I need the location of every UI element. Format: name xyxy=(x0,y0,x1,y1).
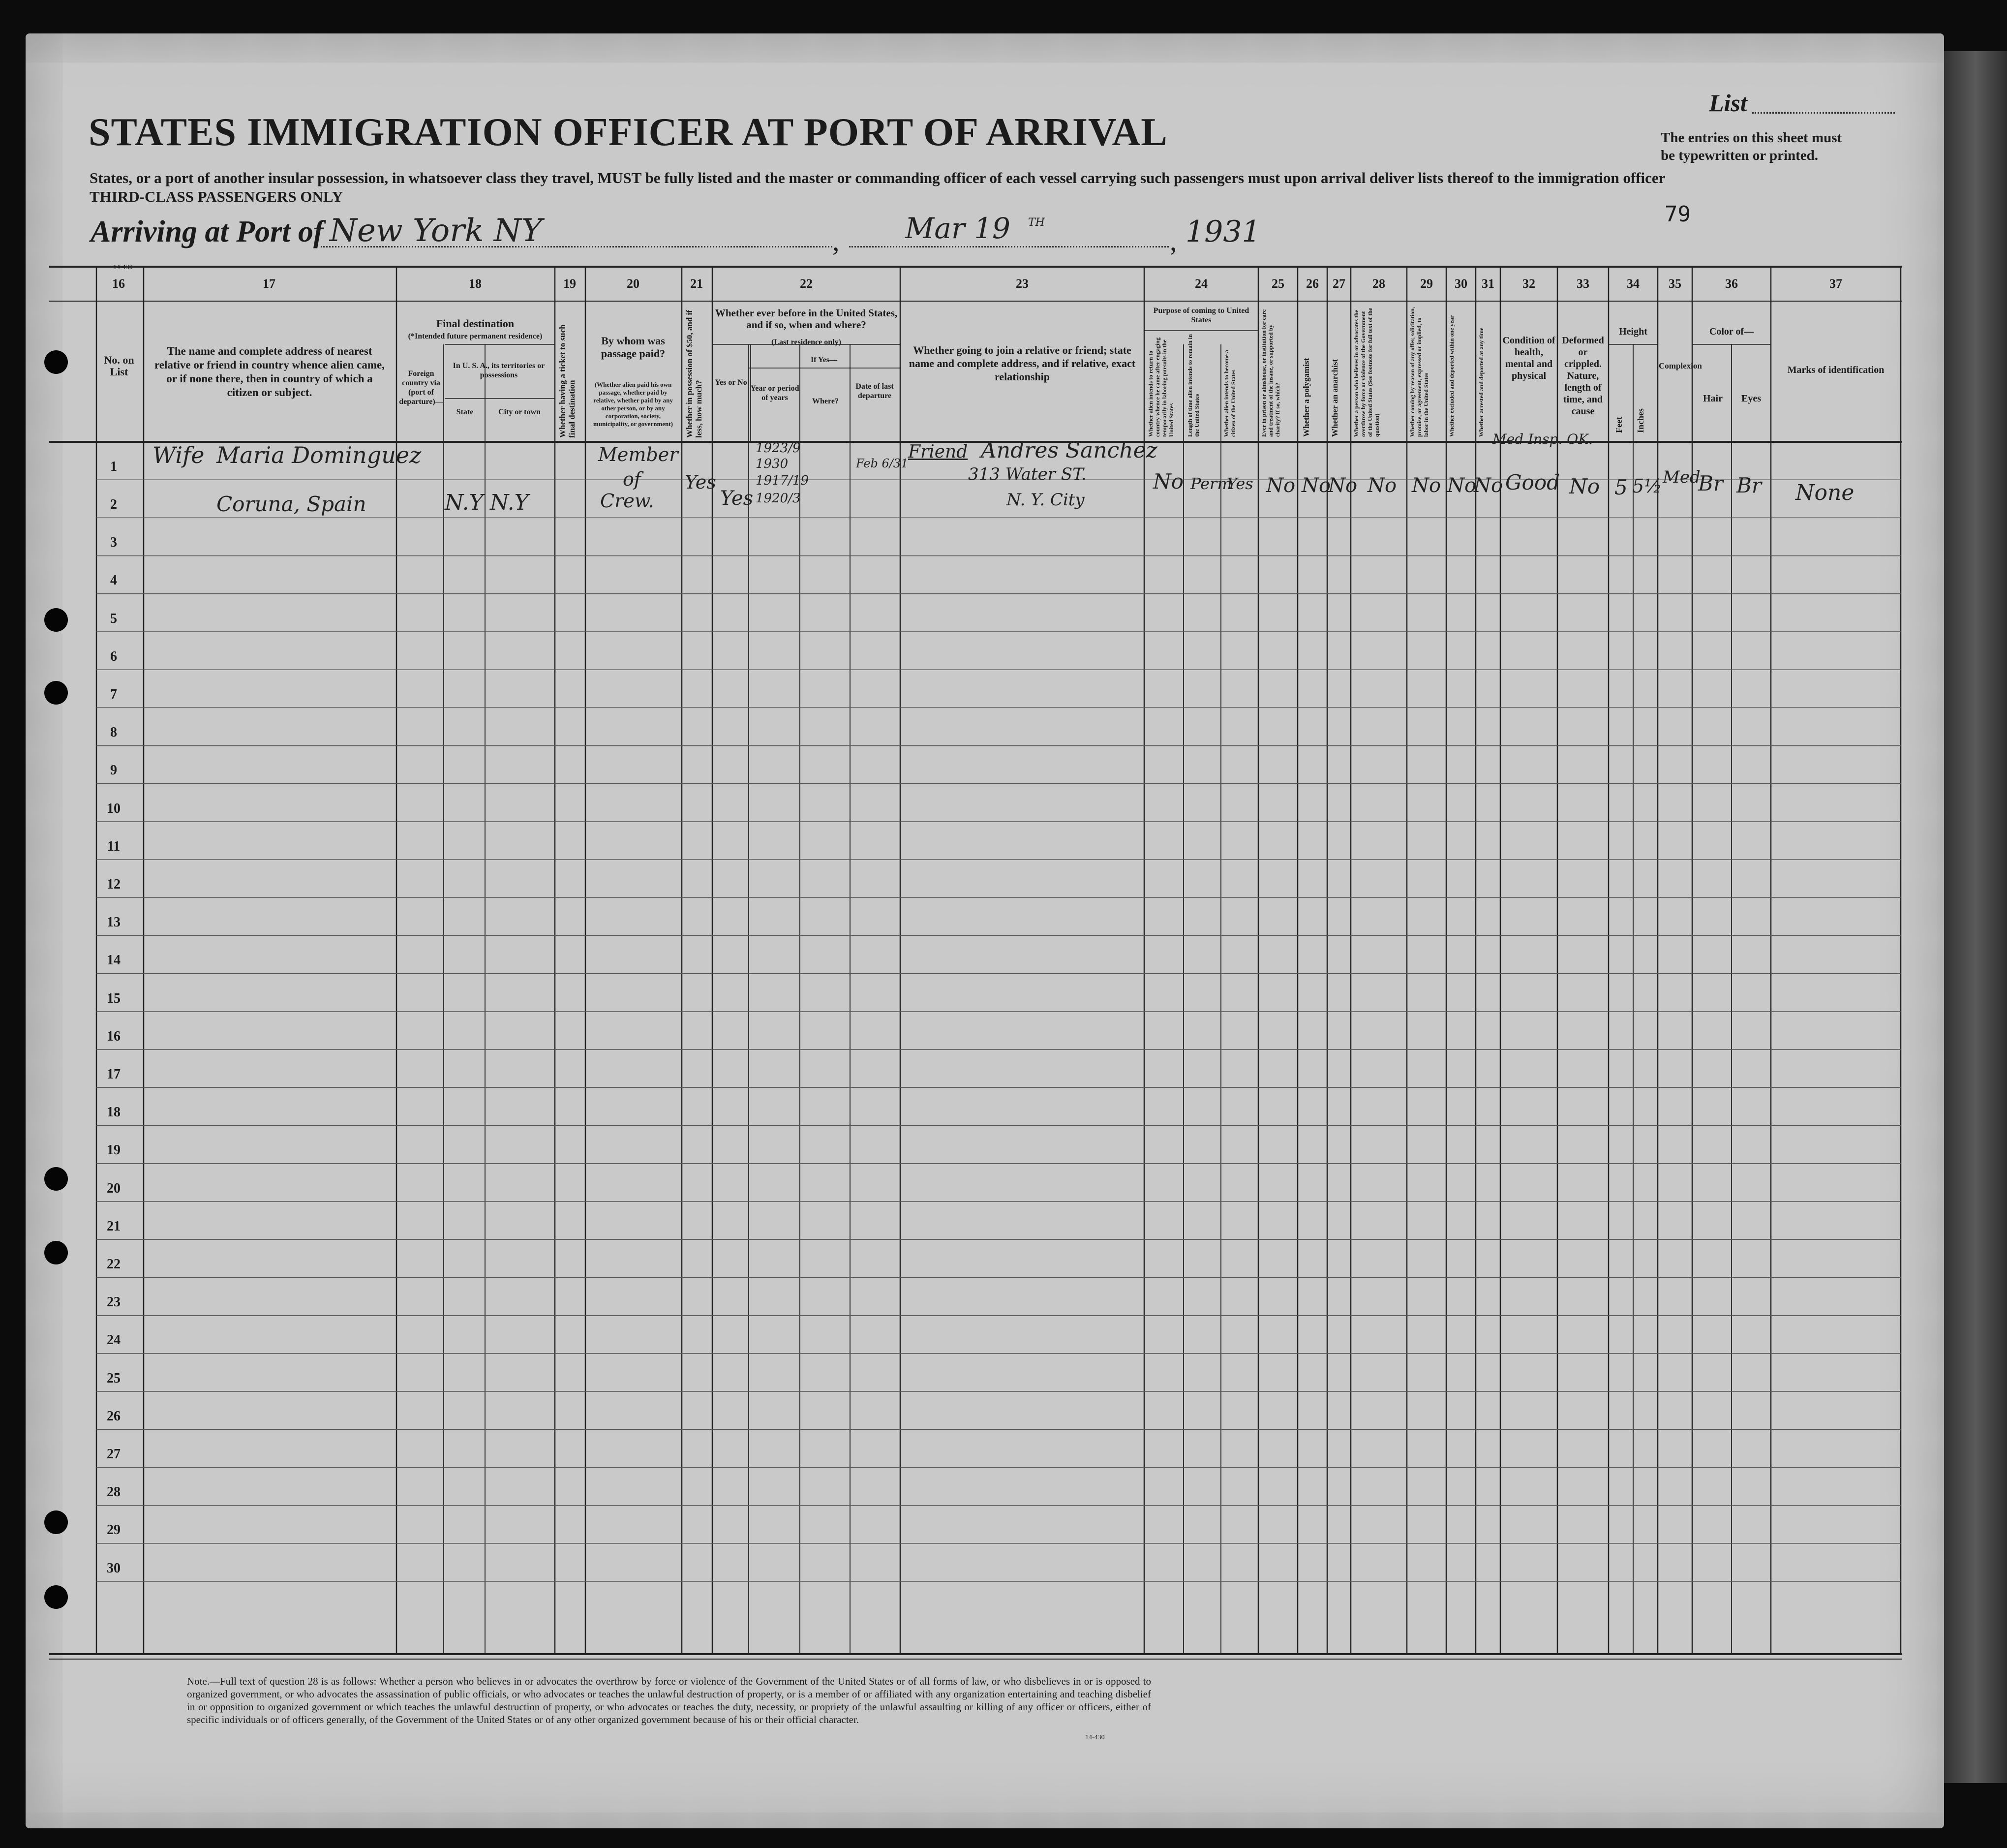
col-number: 36 xyxy=(1725,277,1738,291)
header-no-on-list: No. on List xyxy=(104,354,134,378)
header-inches: Inches xyxy=(1636,408,1645,433)
col-number: 37 xyxy=(1829,277,1842,291)
header-marks: Marks of identification xyxy=(1787,365,1885,375)
header-height: Height xyxy=(1619,326,1647,337)
entry-offer-labor: No xyxy=(1412,474,1441,497)
entry-period-3: 1917/19 xyxy=(756,473,809,488)
entry-period-1: 1923/9 xyxy=(756,441,801,456)
header-eyes: Eyes xyxy=(1741,393,1761,404)
entry-period-4: 1920/3 xyxy=(756,491,801,506)
row-number: 9 xyxy=(110,763,117,778)
page-title: STATES IMMIGRATION OFFICER AT PORT OF ARRIVAL xyxy=(89,111,1168,154)
typewritten-note-1: The entries on this sheet must xyxy=(1661,130,1842,146)
header-anarchist: Whether an anarchist xyxy=(1330,359,1339,437)
row-number: 10 xyxy=(107,801,121,816)
row-number: 16 xyxy=(107,1028,121,1044)
header-in-usa: In U. S. A., its territories or possessions xyxy=(453,362,545,379)
row-number: 30 xyxy=(107,1560,121,1576)
col-number: 32 xyxy=(1522,277,1535,291)
col-number: 16 xyxy=(112,277,125,291)
header-passage-paid-note: (Whether alien paid his own passage, whether paid by relative, whether paid by any other person, or by any corporation, society, municipality, or government) xyxy=(593,381,673,428)
header-overthrow: Whether a person who believes in or advocates the overthrow by force or violence of the Government of the United States (See footnote for full text of the question) xyxy=(1353,308,1380,437)
col-number: 18 xyxy=(469,277,482,291)
date-value: Mar 19 xyxy=(905,212,1010,245)
col-number: 17 xyxy=(263,277,275,291)
entry-eyes: Br xyxy=(1736,473,1762,497)
row-number: 4 xyxy=(110,573,117,588)
entry-passage-line-1: Member xyxy=(598,444,678,465)
header-nearest-relative: The name and complete address of nearest relative or friend in country whence alien came, or if none there, then in country of which a citizen or subject. xyxy=(154,345,385,399)
col-number: 24 xyxy=(1195,277,1208,291)
col-number: 35 xyxy=(1669,277,1681,291)
row-number: 12 xyxy=(107,876,121,892)
header-purpose-return: Whether alien intends to return to country whence he came after engaging temporarily in laboring pursuits in the United States xyxy=(1147,337,1175,437)
entry-complexion: Med xyxy=(1663,467,1701,487)
entry-length-stay: Perm xyxy=(1190,474,1232,493)
col-number: 25 xyxy=(1272,277,1284,291)
arriving-label: Arriving at Port of xyxy=(91,215,324,248)
col-number: 19 xyxy=(563,277,576,291)
port-value: New York NY xyxy=(330,213,543,249)
header-join-relative: Whether going to join a relative or friend; state name and complete address, and if relative, exact relationship xyxy=(909,344,1136,383)
header-excluded: Whether excluded and deported within one year xyxy=(1448,315,1455,437)
header-polygamist: Whether a polygamist xyxy=(1302,358,1311,437)
row-number: 13 xyxy=(107,915,121,930)
row-number: 25 xyxy=(107,1370,121,1386)
entry-relative-name: Maria Dominguez xyxy=(216,442,422,468)
entry-anarchist: No xyxy=(1328,474,1358,497)
entry-join-relation: Friend xyxy=(908,442,968,462)
header-final-destination-note: (*Intended future permanent residence) xyxy=(408,332,543,340)
comma: , xyxy=(832,225,840,257)
col-number: 28 xyxy=(1372,277,1385,291)
row-number: 21 xyxy=(107,1218,121,1234)
form-code: 14-430 xyxy=(113,264,133,271)
instruction-line: States, or a port of another insular possession, in whatsoever class they travel, MUST be fully listed and the master or commanding officer of each vessel carrying such passengers must upon arrival deliver lists thereof to the immigration officer xyxy=(90,169,1666,186)
header-last-residence: (Last residence only) xyxy=(771,338,841,346)
col-number: 26 xyxy=(1306,277,1319,291)
row-number: 29 xyxy=(107,1522,121,1538)
col-number: 33 xyxy=(1577,277,1589,291)
entry-city: N.Y xyxy=(490,490,529,515)
header-complexion: Complexion xyxy=(1659,361,1702,370)
entry-relative-relation: Wife xyxy=(152,442,205,468)
entry-possession-50: Yes xyxy=(685,471,716,493)
row-number: 19 xyxy=(107,1142,121,1158)
row-number: 17 xyxy=(107,1066,121,1082)
header-length-stay: Length of time alien intends to remain in the United States xyxy=(1186,334,1200,437)
col-number: 30 xyxy=(1455,277,1467,291)
class-line: THIRD-CLASS PASSENGERS ONLY xyxy=(90,188,343,205)
row-number: 1 xyxy=(110,459,117,474)
row-number: 7 xyxy=(110,686,117,702)
entry-intend-citizen: Yes xyxy=(1227,474,1253,493)
entry-arrested: No xyxy=(1474,474,1503,497)
col-number: 20 xyxy=(627,277,639,291)
entry-marks: None xyxy=(1795,480,1855,505)
row-number: 3 xyxy=(110,535,117,551)
entry-relative-address: Coruna, Spain xyxy=(216,492,366,516)
header-passage-paid: By whom was passage paid? xyxy=(601,335,666,360)
year-value: 1931 xyxy=(1186,215,1261,249)
entry-health: Good xyxy=(1505,470,1560,494)
entry-last-departure: Feb 6/31 xyxy=(856,457,909,470)
col-number: 27 xyxy=(1333,277,1345,291)
row-number: 18 xyxy=(107,1105,121,1120)
header-arrested: Whether arrested and deported at any time xyxy=(1478,327,1485,437)
entry-polygamist: No xyxy=(1302,474,1331,497)
entry-period-2: 1930 xyxy=(756,457,789,471)
header-deformed: Deformed or crippled. Nature, length of time, and cause xyxy=(1562,335,1604,417)
entry-passage-line-2: of xyxy=(623,468,641,490)
header-hair: Hair xyxy=(1703,393,1723,404)
sheet-number: 79 xyxy=(1665,202,1691,227)
row-number: 28 xyxy=(107,1484,121,1500)
header-prison: Ever in prison or almshouse, or institution for care and treatment of the insane, or supported by charity? If so, which? xyxy=(1260,309,1281,437)
list-label: List xyxy=(1709,89,1747,117)
header-possession-50: Whether in possession of $50, and if less, how much? xyxy=(685,310,703,438)
header-yes-no: Yes or No xyxy=(715,378,747,387)
row-number: 2 xyxy=(110,496,117,512)
header-if-yes: If Yes— xyxy=(810,356,838,364)
comma: , xyxy=(1170,225,1177,257)
row-number: 6 xyxy=(110,648,117,664)
entry-feet: 5 xyxy=(1614,475,1628,499)
entry-state: N.Y xyxy=(445,490,484,515)
row-number: 5 xyxy=(110,611,117,626)
col-number: 31 xyxy=(1482,277,1494,291)
entry-prison: No xyxy=(1266,474,1296,497)
col-number: 29 xyxy=(1420,277,1433,291)
col-number: 34 xyxy=(1627,277,1640,291)
entry-purpose-return: No xyxy=(1153,469,1184,493)
header-ticket: Whether having a ticket to such final destination xyxy=(558,324,577,438)
row-number: 27 xyxy=(107,1446,121,1462)
entry-excluded: No xyxy=(1447,474,1477,497)
header-where: Where? xyxy=(812,397,839,405)
typewritten-note-2: be typewritten or printed. xyxy=(1661,148,1819,163)
entry-join-city: N. Y. City xyxy=(1006,490,1085,510)
header-city: City or town xyxy=(498,408,541,416)
row-number: 26 xyxy=(107,1408,121,1424)
entry-ever-in-us: Yes xyxy=(720,487,754,510)
entry-deformed: No xyxy=(1569,474,1600,498)
col-number: 21 xyxy=(690,277,703,291)
header-health: Condition of health, mental and physical xyxy=(1502,335,1555,381)
header-foreign-country: Foreign country via (port of departure)— xyxy=(399,370,443,406)
footnote: Note.—Full text of question 28 is as follows: Whether a person who believes in or advocates the overthrow by force or violence of the Government of the United States or of all forms of law, or who disbelieves in or is opposed to organized government, or who advocates the assassination of public officials, or who advocates or teaches the unlawful destruction of property, or is a member of or affiliated with any organization entertaining and teaching disbelief in or opposition to organized government or which teaches the unlawful destruction of property, or who advocates or teaches the duty, necessity, or propriety of the unlawful assaulting or killing of any officer or officers, either of specific individuals or of officers generally, of the Government of the United States or of any other organized government because of his or their official character. xyxy=(187,1675,1151,1725)
header-offer-labor: Whether coming by reason of any offer, solicitation, promise, or agreement, expressed or implied, to labor in the United States xyxy=(1409,307,1429,437)
footnote-form-code: 14-430 xyxy=(1085,1734,1105,1741)
col-number: 23 xyxy=(1016,277,1029,291)
entry-join-street: 313 Water ST. xyxy=(968,464,1087,484)
col-number: 22 xyxy=(800,277,813,291)
header-intend-citizen: Whether alien intends to become a citizen of the United States xyxy=(1223,350,1237,437)
row-number: 23 xyxy=(107,1294,121,1310)
header-ever-before: Whether ever before in the United States, and if so, when and where? xyxy=(715,307,898,331)
entry-overthrow: No xyxy=(1368,474,1397,497)
header-last-departure: Date of last departure xyxy=(855,382,894,400)
header-period-years: Year or period of years xyxy=(750,384,799,402)
entry-join-name: Andres Sanchez xyxy=(981,438,1157,463)
header-feet: Feet xyxy=(1614,417,1624,433)
row-number: 11 xyxy=(107,838,121,854)
entry-hair: Br xyxy=(1698,471,1723,495)
header-purpose: Purpose of coming to United States xyxy=(1153,307,1249,324)
row-number: 14 xyxy=(107,953,121,968)
header-color-of: Color of— xyxy=(1709,326,1754,337)
date-suffix: TH xyxy=(1028,216,1045,229)
entry-inches: 5½ xyxy=(1632,475,1663,497)
header-final-destination: Final destination xyxy=(436,317,515,330)
entry-health-note: Med Insp. OK. xyxy=(1492,431,1593,447)
row-number: 20 xyxy=(107,1180,121,1196)
entry-passage-line-3: Crew. xyxy=(600,490,654,512)
header-state: State xyxy=(456,408,474,416)
row-number: 8 xyxy=(110,725,117,740)
row-number: 24 xyxy=(107,1332,121,1348)
row-number: 15 xyxy=(107,990,121,1006)
row-number: 22 xyxy=(107,1256,121,1272)
